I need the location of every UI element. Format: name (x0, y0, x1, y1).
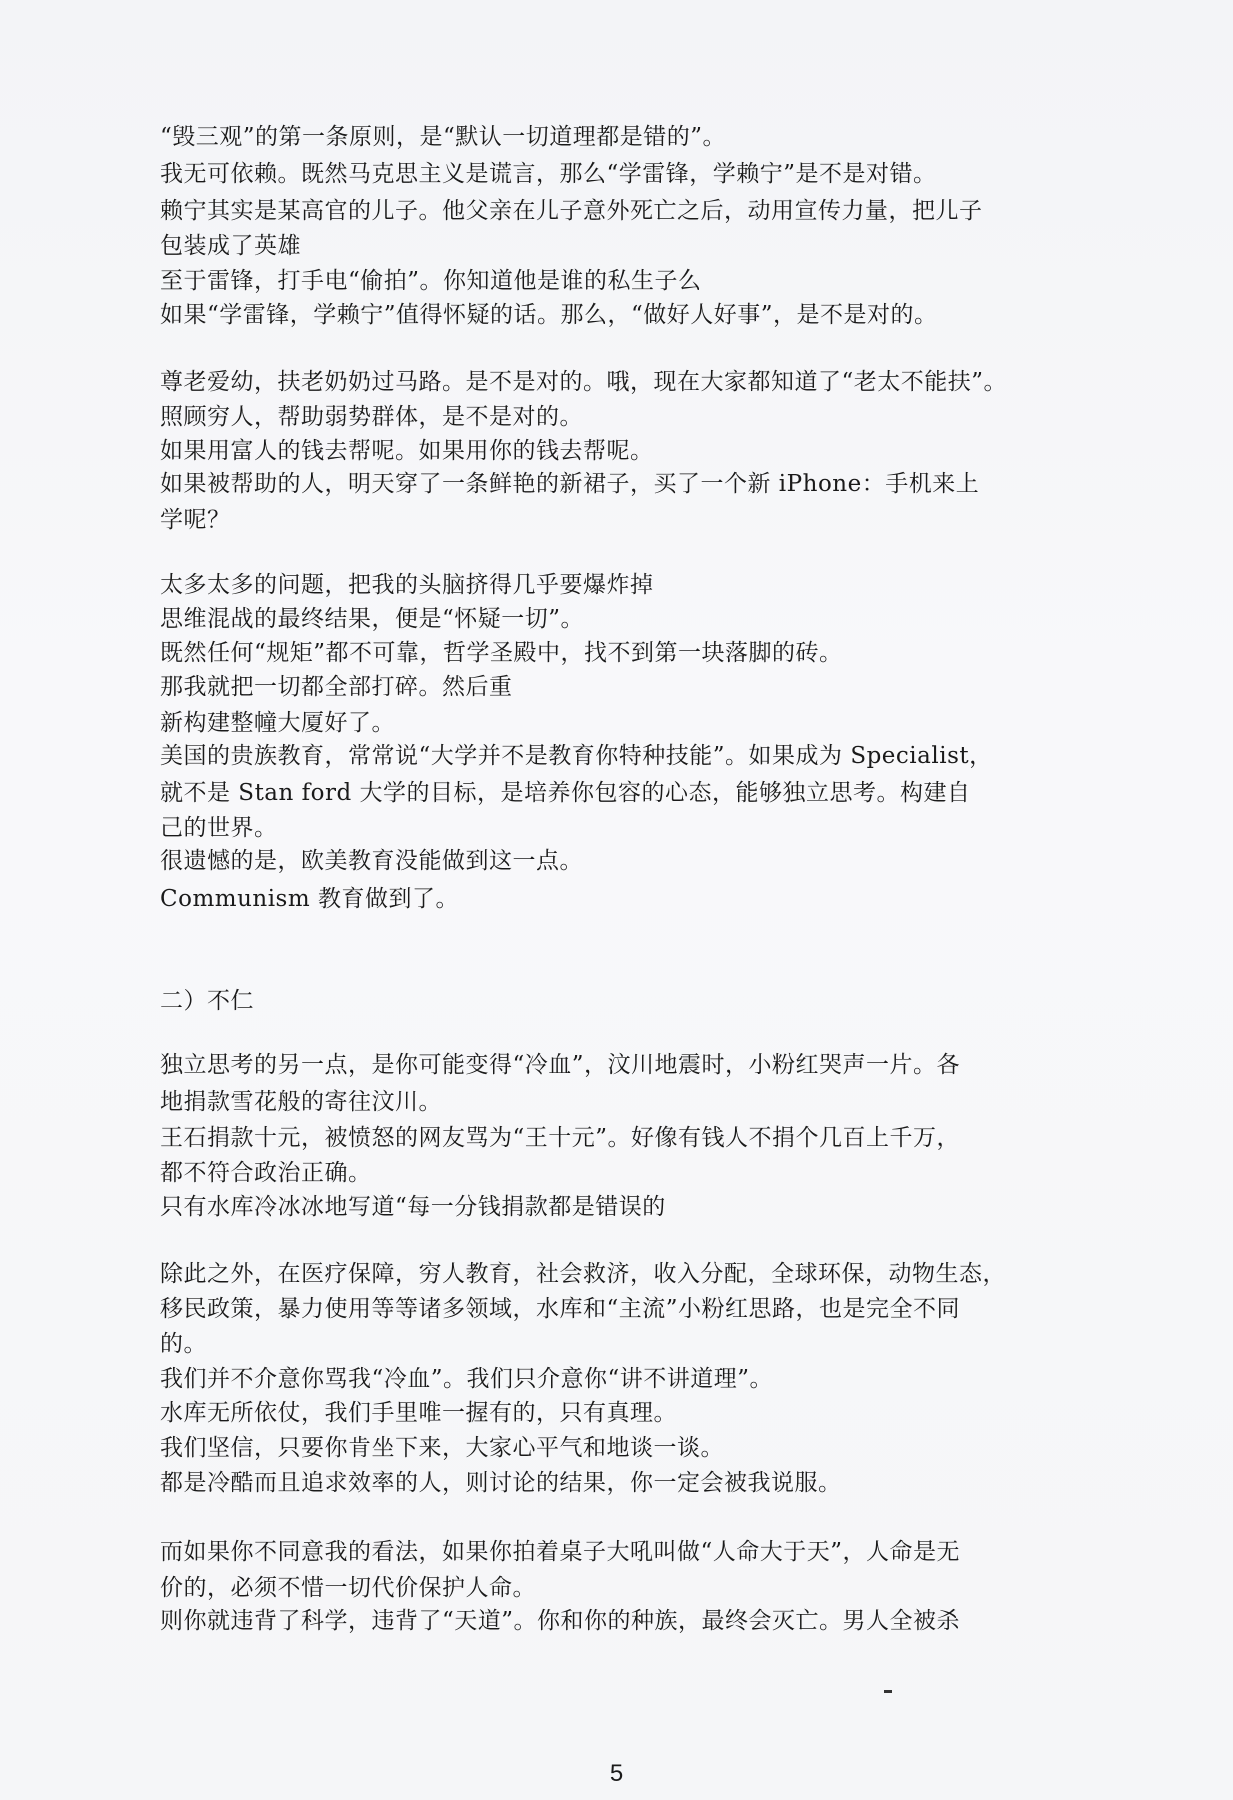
section-heading: 二）不仁 (160, 988, 254, 1014)
text-line: 我们坚信，只要你肯坐下来，大家心平气和地谈一谈。 (160, 1435, 724, 1461)
page-number: 5 (609, 1760, 624, 1787)
text-line: 除此之外，在医疗保障，穷人教育，社会救济，收入分配，全球环保，动物生态， (160, 1261, 1006, 1287)
text-line: 很遗憾的是，欧美教育没能做到这一点。 (160, 848, 583, 874)
text-line: 如果被帮助的人，明天穿了一条鲜艳的新裙子，买了一个新 iPhone：手机来上 (160, 471, 980, 497)
scan-mark (884, 1690, 892, 1693)
text-line: 如果“学雷锋，学赖宁”值得怀疑的话。那么，“做好人好事”，是不是对的。 (160, 302, 938, 328)
text-line: 我们并不介意你骂我“冷血”。我们只介意你“讲不讲道理”。 (160, 1366, 774, 1392)
text-line: 既然任何“规矩”都不可靠，哲学圣殿中，找不到第一块落脚的砖。 (160, 640, 843, 666)
text-line: 则你就违背了科学，违背了“天道”。你和你的种族，最终会灭亡。男人全被杀 (160, 1608, 961, 1634)
text-line: 王石捐款十元，被愤怒的网友骂为“王十元”。好像有钱人不捐个几百上千万， (160, 1125, 961, 1151)
text-line: Communism 教育做到了。 (160, 886, 459, 912)
text-line: 都不符合政治正确。 (160, 1160, 372, 1186)
text-line: 只有水库冷冰冰地写道“每一分钱捐款都是错误的 (160, 1194, 666, 1220)
text-line: 都是冷酷而且追求效率的人，则讨论的结果，你一定会被我说服。 (160, 1470, 842, 1496)
text-line: 如果用富人的钱去帮呢。如果用你的钱去帮呢。 (160, 438, 654, 464)
text-line: 尊老爱幼，扶老奶奶过马路。是不是对的。哦，现在大家都知道了“老太不能扶”。 (160, 369, 1008, 395)
text-line: 太多太多的问题，把我的头脑挤得几乎要爆炸掉 (160, 572, 654, 598)
text-line: 新构建整幢大厦好了。 (160, 710, 395, 736)
text-line: 水库无所依仗，我们手里唯一握有的，只有真理。 (160, 1400, 677, 1426)
text-line: 那我就把一切都全部打碎。然后重 (160, 674, 513, 700)
text-line: 我无可依赖。既然马克思主义是谎言，那么“学雷锋，学赖宁”是不是对错。 (160, 161, 937, 187)
text-line: 照顾穷人，帮助弱势群体，是不是对的。 (160, 404, 583, 430)
text-line: 地捐款雪花般的寄往汶川。 (160, 1089, 442, 1115)
text-line: 就不是 Stan ford 大学的目标，是培养你包容的心态，能够独立思考。构建自 (160, 780, 971, 806)
text-line: 而如果你不同意我的看法，如果你拍着桌子大吼叫做“人命大于天”，人命是无 (160, 1539, 961, 1565)
text-line: “毁三观”的第一条原则，是“默认一切道理都是错的”。 (160, 124, 727, 150)
text-line: 价的，必须不惜一切代价保护人命。 (160, 1575, 536, 1601)
text-line: 包装成了英雄 (160, 233, 301, 259)
text-line: 己的世界。 (160, 815, 278, 841)
text-line: 移民政策，暴力使用等等诸多领域，水库和“主流”小粉红思路，也是完全不同 (160, 1296, 961, 1322)
text-line: 赖宁其实是某高官的儿子。他父亲在儿子意外死亡之后，动用宣传力量，把儿子 (160, 198, 983, 224)
text-line: 独立思考的另一点，是你可能变得“冷血”，汶川地震时，小粉红哭声一片。各 (160, 1052, 961, 1078)
text-line: 至于雷锋，打手电“偷拍”。你知道他是谁的私生子么 (160, 268, 702, 294)
text-line: 学呢？ (160, 507, 231, 533)
text-line: 思维混战的最终结果，便是“怀疑一切”。 (160, 606, 585, 632)
text-line: 的。 (160, 1331, 207, 1357)
text-line: 美国的贵族教育，常常说“大学并不是教育你特种技能”。如果成为 Specialist， (160, 743, 993, 769)
